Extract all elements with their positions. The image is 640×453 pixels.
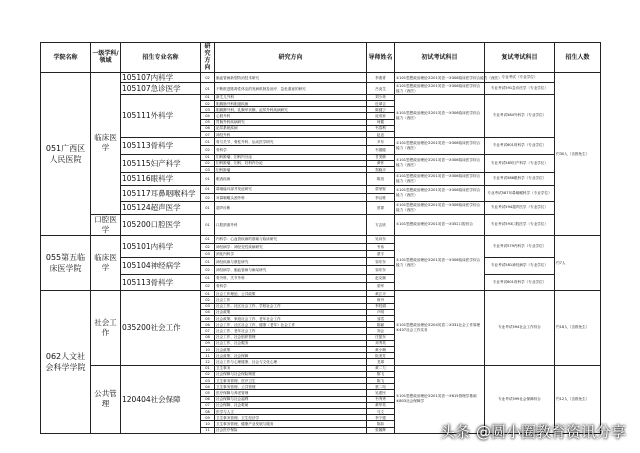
direction-name: 卫生事务 [215,365,367,371]
direction-name: 社会工作、老年社会工作 [215,328,367,334]
retest-cell: 专业考试586眼科学（专业学位） [485,173,555,185]
program-cell: 105107内科学 [121,72,201,82]
advisor-name: 梁军 [367,282,395,290]
direction-code: 02 [201,72,215,82]
prelim-cell: ①101思想政治理论②201英语一③306临床医学综合能力（西医） [395,138,485,155]
advisor-name: 庞成家 [367,113,395,119]
direction-code: 03 [201,250,215,257]
program-cell: 105107急诊医学 [121,83,201,94]
direction-name: 骨科学 [215,146,367,154]
advisor-name: 何健 [367,119,395,125]
direction-code: 02 [201,266,215,274]
table-row [41,173,601,185]
retest-cell: 专业考试587耳鼻咽喉科学（专业学位） [485,185,555,202]
direction-name: 医学与人文 [215,408,367,414]
retest-cell: 专业考试594超声医学（专业学位） [485,202,555,214]
direction-name: 医疗保障与养老管理 [215,390,367,396]
prelim-cell: ①101思想政治理论②201英语一③306临床医学综合能力（西医） [395,202,485,214]
advisor-name: 陈如 [367,421,395,427]
advisor-name: 李桂娟 [367,303,395,309]
direction-name: 泌尿系统疾病 [215,125,367,131]
direction-name: 卫生事务管理、医疗卫生 [215,377,367,383]
direction-name: 社会政策 [215,346,367,352]
college-cell: 062人文社会科学学院 [41,291,91,434]
direction-name: 社会政策、社会保障 [215,353,367,359]
college-cell: 051广西区人民医院 [41,72,91,235]
direction-code: 01 [201,258,215,266]
header-advisor: 导师姓名 [367,43,395,73]
direction-code: 04 [201,384,215,390]
advisor-name: 韦秀秀 [367,396,395,402]
direction-code: 06 [201,396,215,402]
direction-code: 09 [201,415,215,421]
direction-code: 05 [201,119,215,125]
discipline-cell: 社会工作 [91,291,121,365]
direction-code: 07 [201,328,215,334]
direction-name: 社会工作、社会服务 [215,340,367,346]
direction-code: 01 [201,173,215,185]
direction-name: 社会政策、家庭社会工作、老年社会工作 [215,315,367,321]
direction-name: 骨与关节、脊柱外科、运动医学研究 [215,138,367,146]
advisor-name: 黄小梅 [367,346,395,352]
advisor-name: 卢明 [367,309,395,315]
advisor-name: 陈田 [367,173,395,185]
advisor-name: 阮美芳 [367,353,395,359]
direction-code: 08 [201,408,215,414]
direction-code: 01 [201,138,215,146]
direction-name: 脑血管病新型防治技术研究 [215,72,367,82]
direction-name: 神经病学、脑血管病与痴呆研究 [215,266,367,274]
direction-code: 07 [201,131,215,137]
direction-code: 01 [201,185,215,193]
advisor-name: 刘会 [367,328,395,334]
direction-name: 鼻咽癌耳部并发症研究 [215,185,367,193]
advisor-name: 陈健宁 [367,107,395,113]
advisor-name: 邹雪 [367,315,395,321]
retest-cell: 专业考试584外科学（专业学位） [485,94,555,137]
advisor-name: 杜翠吉 [367,100,395,106]
advisor-name: 吴建民 [367,390,395,396]
direction-code: 03 [201,377,215,383]
direction-name: 心脏外科 [215,113,367,119]
direction-code: 02 [201,243,215,250]
program-cell: 105116眼科学 [121,173,201,185]
direction-name: 眼表疾病 [215,173,367,185]
prelim-cell: ①101思想政治理论②201英语一③615管理学基础④803社会保障学 [395,365,485,433]
advisor-name: 黄江平 [367,291,395,297]
table-row [41,258,601,266]
header-prelim: 初试考试科目 [395,43,485,73]
direction-name: 胆胰肠外科胆道疾病 [215,100,367,106]
direction-code: 06 [201,322,215,328]
program-cell: 035200社会工作 [121,291,201,365]
advisor-name: 蒙荣财 [367,185,395,193]
direction-code: 10 [201,346,215,352]
direction-code: 01 [201,236,215,243]
direction-code: 07 [201,402,215,408]
direction-name: 不断推进脓毒性休克的发病机制及治疗、急危重症的研究 [215,83,367,94]
program-cell: 105113骨科学 [121,274,201,291]
direction-name: 胆胰脾外科、乳腺甲状腺、泌尿外科疾病研究 [215,107,367,113]
advisor-name: 吴向东 [367,236,395,243]
discipline-cell: 临床医学 [91,72,121,214]
direction-code: 02 [201,146,215,154]
discipline-cell: 临床医学 [91,236,121,291]
direction-code: 08 [201,334,215,340]
prelim-cell: ①101思想政治理论②201英语一③306临床医学综合能力（西医） [395,185,485,202]
direction-name: 社会医疗保险 [215,427,367,433]
prelim-cell: ①101思想政治理论②201英语一③306临床医学综合能力（西医） [395,83,485,94]
watermark-handle: @圆小圈教育资讯分享 [475,422,626,441]
direction-code: 03 [201,167,215,173]
direction-name: 口腔颌面外科 [215,214,367,236]
direction-code: 02 [201,100,215,106]
direction-code: 03 [201,303,215,309]
plan-cell: 约12人（含推免生） [555,365,601,433]
table-row [41,202,601,214]
direction-code: 11 [201,427,215,433]
discipline-cell: 公共管理 [91,365,121,433]
direction-code: 10 [201,421,215,427]
advisor-name: 邹东东 [367,266,395,274]
direction-name: 社会工作、社区社会工作、学校社会工作 [215,303,367,309]
advisor-name: 蔡菁 [367,202,395,214]
admissions-table-page [40,42,600,434]
retest-cell: 专业考试601骨科学（专业学位） [485,138,555,155]
program-cell: 105101内科学 [121,236,201,258]
header-discipline: 一级学科/领域 [91,43,121,73]
header-direction: 研究方向 [215,43,367,73]
table-row [41,274,601,282]
header-plan: 招生人数 [555,43,601,73]
direction-code: 03 [201,107,215,113]
program-cell: 105200口腔医学 [121,214,201,236]
direction-code: 11 [201,353,215,359]
advisor-name: 李燕青 [367,72,395,82]
advisor-name: 李宁德 [367,415,395,421]
advisor-name: 方志欣 [367,214,395,236]
advisor-name: 蒋丹 [367,297,395,303]
direction-code: 02 [201,160,215,166]
discipline-cell: 口腔医学 [91,214,121,236]
advisor-name: 庄振东 [367,334,395,340]
table-header-row [41,43,601,73]
program-cell: 105113骨科学 [121,138,201,155]
direction-code: 04 [201,309,215,315]
table-row [41,214,601,236]
advisor-name: 蔡二均 [367,384,395,390]
direction-code: 06 [201,125,215,131]
plan-cell: 约30人（含推免生） [555,72,601,235]
direction-name: 骨外科、关节外科 [215,274,367,282]
advisor-name: 黄怀 [367,160,395,166]
direction-code: 02 [201,371,215,377]
direction-code: 01 [201,154,215,160]
direction-name: 社会保障与社会福利 [215,396,367,402]
program-cell: 105115妇产科学 [121,154,201,173]
header-code: 研究方向 [201,43,215,73]
direction-name: 社会政策 [215,309,367,315]
advisor-name: 马文 [367,408,395,414]
header-retest: 复试考试科目 [485,43,555,73]
direction-code: 02 [201,282,215,290]
prelim-cell: ①101思想政治理论②201英语一③352口腔综合 [395,214,485,236]
direction-name: 胃肠外科疾病研究 [215,119,367,125]
admissions-table [40,42,601,434]
prelim-cell: ①101思想政治理论②201英语一③306临床医学综合能力（西医） [395,72,485,82]
direction-name: 社会工作 [215,297,367,303]
advisor-name: 李汉栋 [367,193,395,201]
direction-code: 02 [201,297,215,303]
program-cell: 105104神经病学 [121,258,201,275]
direction-code: 04 [201,113,215,119]
direction-name: 妇科肿瘤 [215,167,367,173]
direction-code: 01 [201,214,215,236]
advisor-name: 郑晓平 [367,167,395,173]
prelim-cell: ①101思想政治理论②201英语一③306临床医学综合能力（西医） [395,173,485,185]
direction-name: 耳鼻咽喉头颈外科 [215,193,367,201]
retest-cell: 专业考试（专业学位） [485,72,555,82]
direction-code: 09 [201,340,215,346]
direction-name: 社会工作、社会组织管理 [215,334,367,340]
direction-code: 01 [201,202,215,214]
advisor-name: 韦春利 [367,125,395,131]
table-row [41,83,601,94]
header-college: 学院名称 [41,43,91,73]
direction-name: 妇科肿瘤、妇科内分泌 [215,154,367,160]
prelim-cell: ①101思想政治理论②201英语一③306临床医学综合能力（西医） [395,94,485,137]
table-row [41,236,601,243]
advisor-name: 陈颖 [367,322,395,328]
advisor-name: 黄二力 [367,365,395,371]
retest-cell: 专业考试581神经病学（专业学位） [485,258,555,275]
direction-name: 卫生事务管理、卫生经济学 [215,415,367,421]
direction-name: 社会工作理论、公共政策 [215,291,367,297]
advisor-name: 尹东 [367,138,395,146]
direction-name: 超声诊断 [215,202,367,214]
table-row [41,72,601,82]
direction-code: 12 [201,359,215,365]
program-cell: 105124超声医学 [121,202,201,214]
advisor-name: 张毓辉 [367,427,395,433]
direction-name: 神经疾病与康复研究 [215,258,367,266]
direction-code: 01 [201,94,215,100]
retest-cell: 专业考试599社会保障综合 [485,365,555,433]
retest-cell: 专业考试591急诊医学（专业学位） [485,83,555,94]
direction-name: 卫生事务管理、公共管理 [215,384,367,390]
table-row [41,185,601,193]
advisor-name: 蒙宇 [367,250,395,257]
advisor-name: 邓秀英 [367,340,395,346]
advisor-name: 赵忠 [367,131,395,137]
direction-code: 01 [201,365,215,371]
direction-name: 妇科肿瘤、妇科、妇科内分泌 [215,160,367,166]
direction-name: 内科学：心血管疾病的基础与临床研究 [215,236,367,243]
program-cell: 120404社会保障 [121,365,201,433]
direction-code: 02 [201,193,215,201]
direction-code: 05 [201,390,215,396]
direction-name: 社会保障与社会保险制度 [215,371,367,377]
advisor-name: 赵克顺 [367,274,395,282]
advisor-name: 吕炎艾 [367,83,395,94]
direction-code: 01 [201,274,215,282]
advisor-name: 邹东东 [367,258,395,266]
direction-name: 社会工作、社区社会工作、健康（老年）社会工作 [215,322,367,328]
retest-cell: 专业考试601骨科学（专业学位） [485,274,555,291]
direction-code: 01 [201,291,215,297]
direction-name: 神经外科 [215,131,367,137]
direction-name: 神经病学：神经变性疾病研究 [215,243,367,250]
prelim-cell: ①101思想政治理论②201英语一③306临床医学综合能力（西医） [395,236,485,291]
direction-name: 骨科学 [215,282,367,290]
retest-cell: 专业考试594社会工作综合 [485,291,555,365]
advisor-name: 陈飞 [367,371,395,377]
plan-cell: 约7人 [555,236,601,291]
header-program: 招生专业名称 [121,43,201,73]
plan-cell: 约18人（含推免生） [555,291,601,365]
direction-name: 社会工作与心理健康、社会与文化心理 [215,359,367,365]
program-cell: 105117耳鼻咽喉科学 [121,185,201,202]
program-cell: 105111外科学 [121,94,201,137]
retest-cell: 专业考试579内科学（专业学位） [485,236,555,258]
advisor-name: 刘少荣 [367,94,395,100]
advisor-name: 龙翠 [367,359,395,365]
advisor-name: 黄华英 [367,402,395,408]
direction-name: 新生儿外科 [215,94,367,100]
direction-name: 社会保障、社会救助 [215,402,367,408]
direction-name: 消化内科学 [215,250,367,257]
table-row [41,138,601,146]
direction-name: 卫生事务管理、健康产业发展与服务 [215,421,367,427]
advisor-name: 韦伟 [367,243,395,250]
prelim-cell: ①101思想政治理论②201英语一③306临床医学综合能力（西医） [395,154,485,173]
watermark [440,417,626,445]
direction-code: 05 [201,315,215,321]
direction-code: 01 [201,83,215,94]
college-cell: 055第五临床医学院 [41,236,91,291]
advisor-name: 韦德健 [367,146,395,154]
retest-cell: 专业考试585妇产科学（专业学位） [485,154,555,173]
retest-cell: 专业考试593口腔医学（专业学位） [485,214,555,236]
prelim-cell: ①101思想政治理论②204英语二③331社会工作原理④437社会工作实务 [395,291,485,365]
advisor-name: 甘美鼎 [367,154,395,160]
advisor-name: 陈飞 [367,377,395,383]
watermark-prefix: 头条 [439,422,470,441]
